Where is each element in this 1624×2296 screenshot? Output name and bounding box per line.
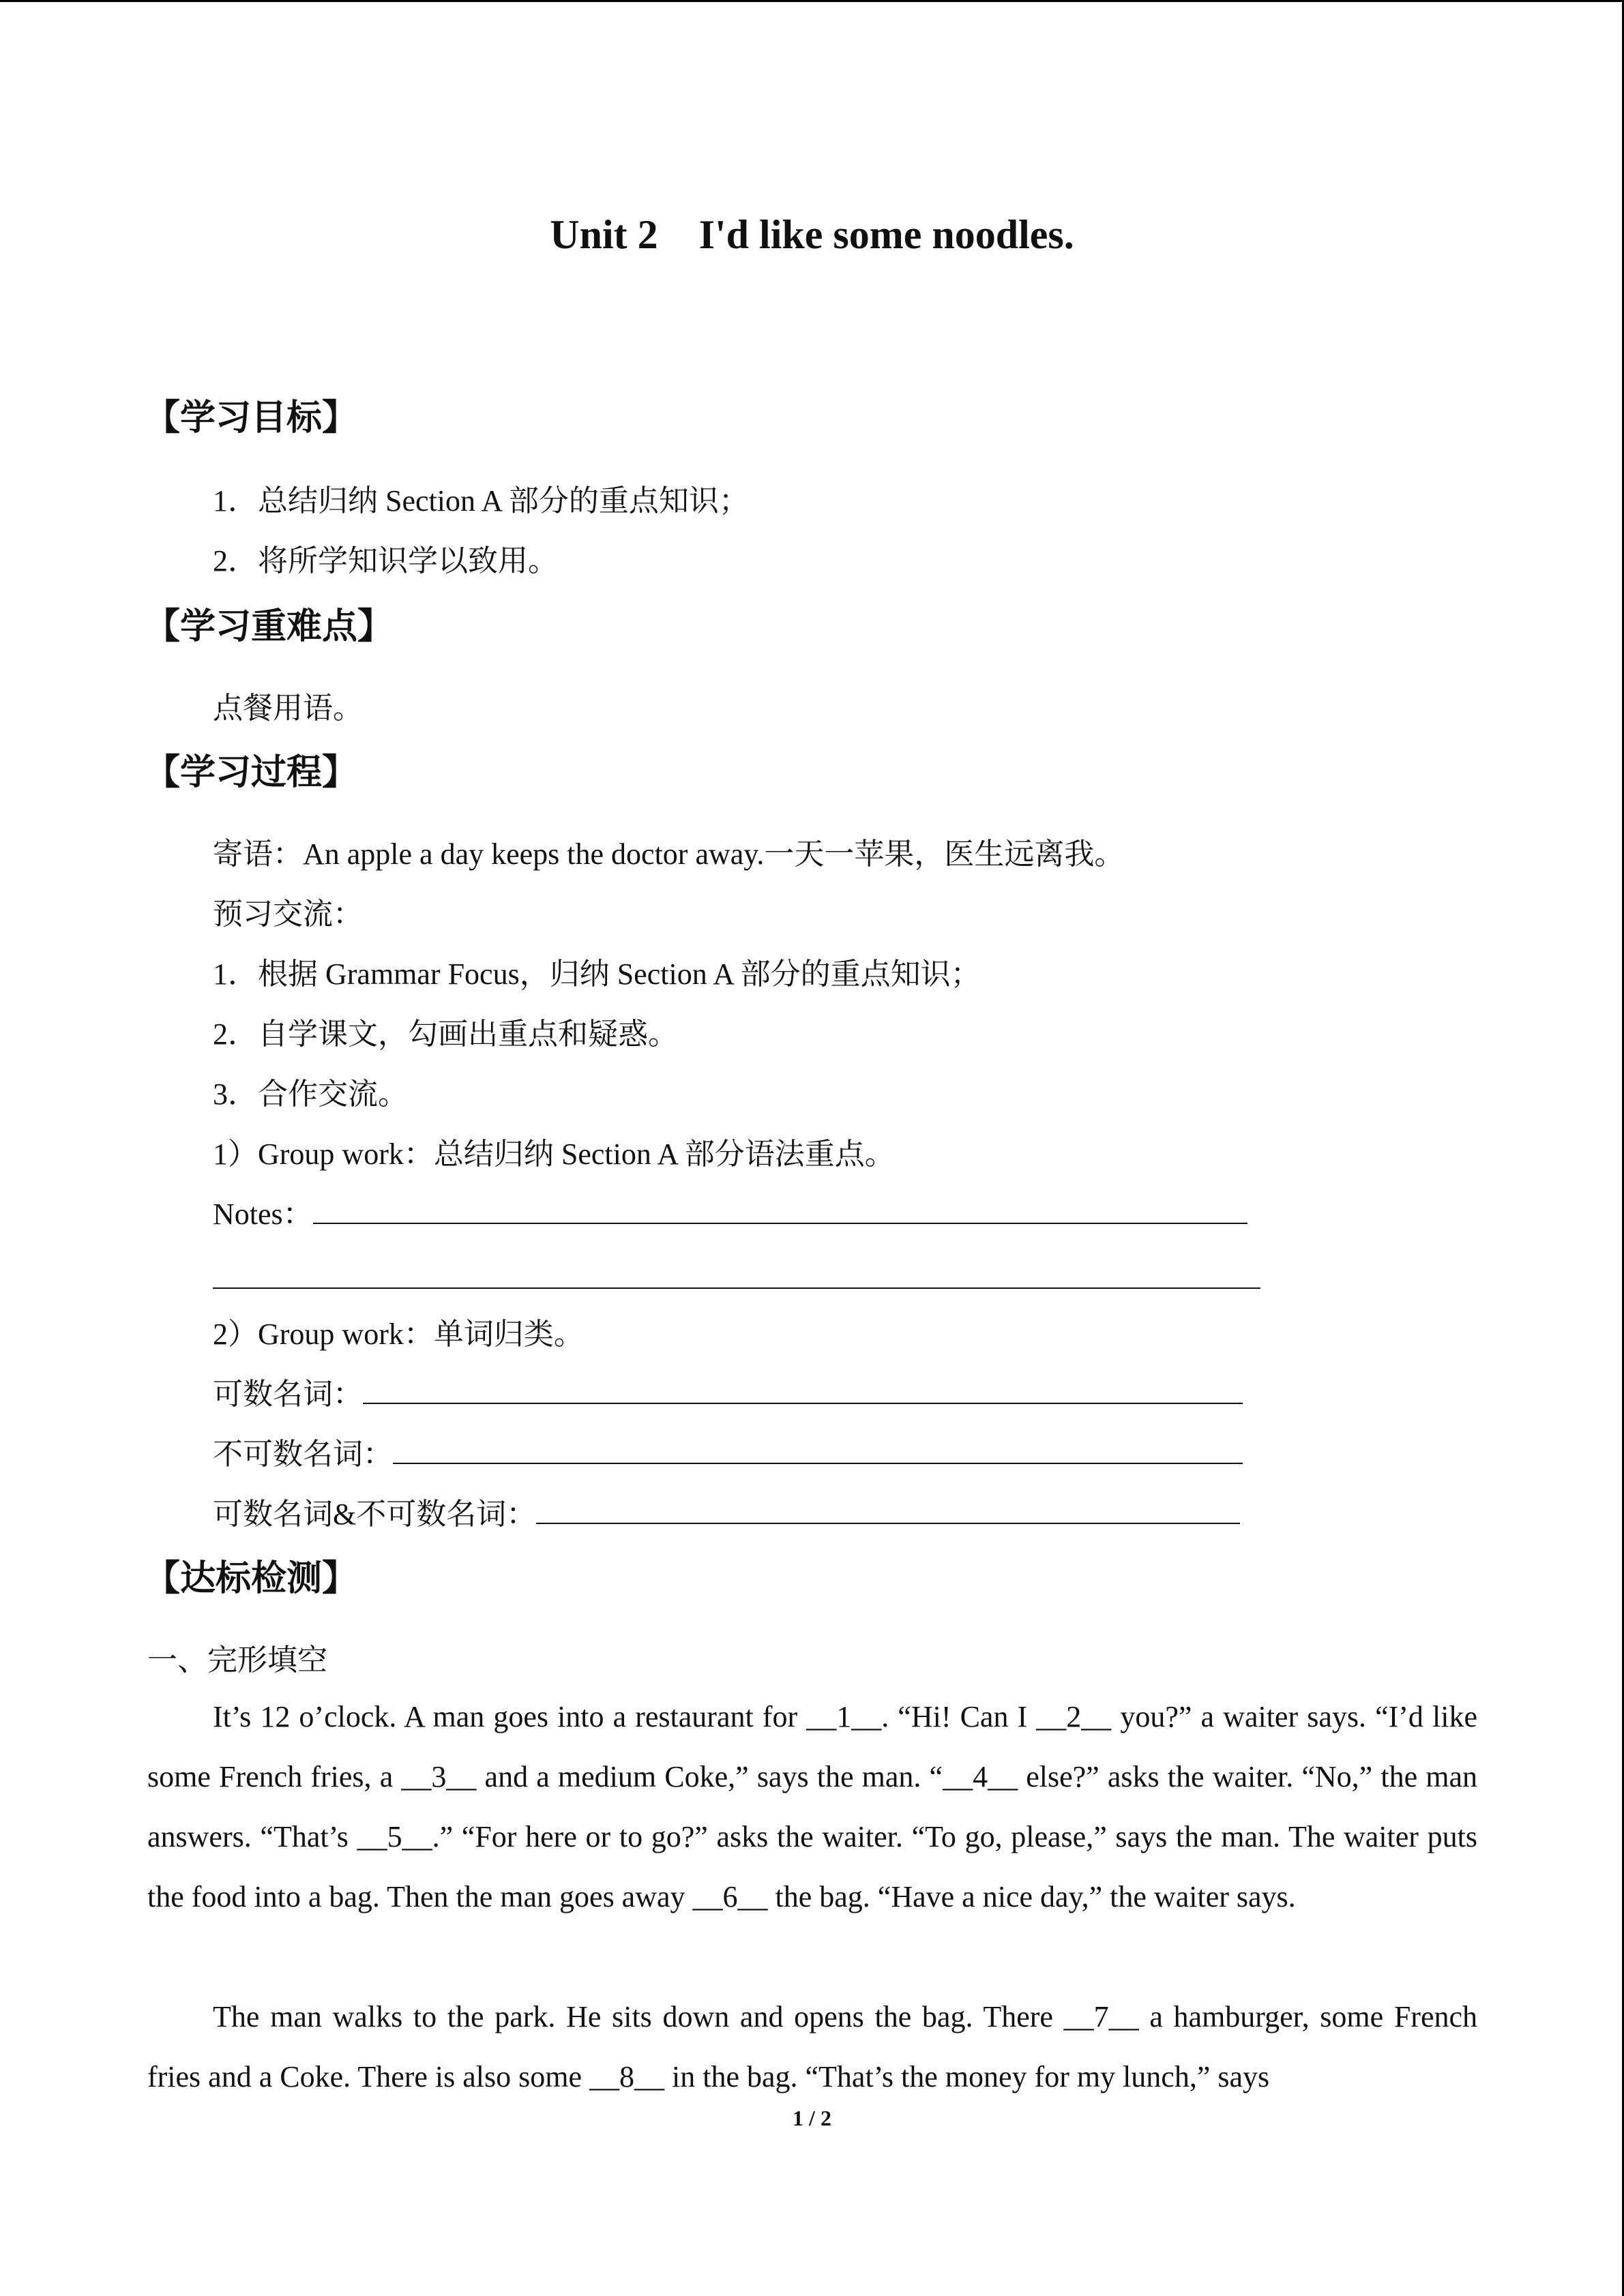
motto: 寄语：An apple a day keeps the doctor away.一天一苹果，医生远离我。 (213, 837, 1125, 871)
notes-blank-2[interactable] (213, 1286, 1260, 1289)
cloze-paragraph-1 (147, 1687, 1477, 1927)
title-text: I'd like some noodles. (698, 212, 1074, 257)
process-step-3: 3．合作交流。 (213, 1077, 408, 1111)
section-keypoints-heading: 【学习重难点】 (145, 606, 394, 647)
page-title (0, 211, 1624, 258)
preview-label: 预习交流： (213, 897, 363, 931)
process-step-1: 1．根据 Grammar Focus，归纳 Section A 部分的重点知识； (213, 957, 981, 991)
both-row (213, 1489, 1240, 1533)
top-border (0, 0, 1624, 2)
uncountable-blank[interactable] (393, 1433, 1243, 1464)
notes-blank[interactable] (313, 1193, 1247, 1224)
group-work-2: 2）Group work：单词归类。 (213, 1317, 584, 1351)
section-test-heading: 【达标检测】 (145, 1558, 358, 1599)
cloze-paragraph-1-text: It’s 12 o’clock. A man goes into a restaurant for __1__. “Hi! Can I __2__ you?” a waiter says. “I’d like some French fries, a __3__ and a medium Coke,” says the man. “__4__ else?” asks the waiter. “No,” the man answers. “That’s __5__.” “For here or to go?” asks the waiter. “To go, please,” says the man. The waiter puts the food into a bag. Then the man goes away __6__ the bag. “Have a nice day,” the waiter says. (147, 1700, 1477, 1913)
countable-row (213, 1369, 1243, 1413)
objective-2: 2．将所学知识学以致用。 (213, 544, 558, 578)
notes-row (213, 1189, 1247, 1233)
test-part-1: 一、完形填空 (147, 1643, 327, 1677)
group-work-1: 1）Group work：总结归纳 Section A 部分语法重点。 (213, 1137, 895, 1171)
page-number: 1 / 2 (793, 2106, 831, 2130)
uncountable-row (213, 1429, 1243, 1473)
section-objectives-heading: 【学习目标】 (145, 398, 358, 438)
process-step-2: 2．自学课文，勾画出重点和疑惑。 (213, 1017, 678, 1051)
notes-label: Notes： (213, 1197, 313, 1231)
cloze-paragraph-2-text: The man walks to the park. He sits down and opens the bag. There __7__ a hamburger, some French fries and a Coke. There is also some __8__ in the bag. “That’s the money for my lunch,” says (147, 2000, 1477, 2093)
countable-label: 可数名词： (213, 1377, 363, 1411)
countable-blank[interactable] (363, 1373, 1243, 1404)
title-unit: Unit 2 (550, 212, 658, 257)
both-label: 可数名词&不可数名词： (213, 1497, 537, 1531)
both-blank[interactable] (536, 1493, 1240, 1524)
section-process-heading: 【学习过程】 (145, 752, 358, 793)
uncountable-label: 不可数名词： (213, 1437, 393, 1471)
cloze-paragraph-2 (147, 1987, 1477, 2107)
objective-1: 1．总结归纳 Section A 部分的重点知识； (213, 484, 749, 518)
key-point-1: 点餐用语。 (213, 691, 363, 725)
